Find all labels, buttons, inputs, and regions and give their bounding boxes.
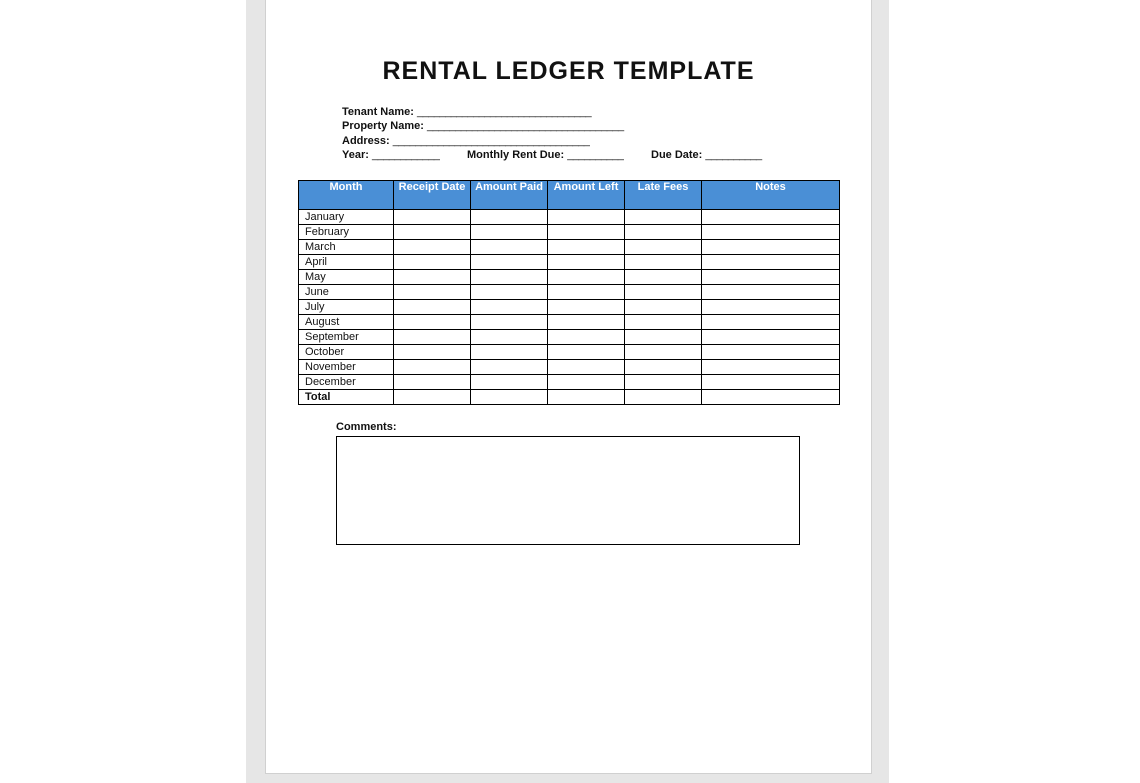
header-month: Month (299, 181, 394, 210)
table-row (299, 345, 840, 360)
month-cell: December (299, 375, 394, 390)
monthly-rent-due-label: Monthly Rent Due: (467, 149, 565, 161)
month-cell: March (299, 240, 394, 255)
notes-cell[interactable] (702, 345, 840, 360)
property-name-field (342, 120, 624, 132)
amount-left-cell[interactable] (548, 375, 625, 390)
month-cell: June (299, 285, 394, 300)
total-late-fees-cell[interactable] (625, 390, 702, 405)
amount-left-cell[interactable] (548, 345, 625, 360)
property-name-line: ___________________________________ (426, 120, 624, 132)
receipt-date-cell[interactable] (394, 285, 471, 300)
late-fees-cell[interactable] (625, 270, 702, 285)
table-row (299, 330, 840, 345)
table-row (299, 375, 840, 390)
page-title: RENTAL LEDGER TEMPLATE (382, 57, 755, 85)
table-row (299, 285, 840, 300)
amount-paid-cell[interactable] (471, 330, 548, 345)
total-receipt-date-cell[interactable] (394, 390, 471, 405)
late-fees-cell[interactable] (625, 285, 702, 300)
table-row (299, 225, 840, 240)
amount-left-cell[interactable] (548, 330, 625, 345)
due-date-line: __________ (705, 149, 762, 161)
header-amount-paid: Amount Paid (471, 181, 548, 210)
property-name-label: Property Name: (342, 120, 424, 132)
month-cell: February (299, 225, 394, 240)
header-late-fees: Late Fees (625, 181, 702, 210)
amount-paid-cell[interactable] (471, 240, 548, 255)
amount-left-cell[interactable] (548, 285, 625, 300)
header-notes: Notes (702, 181, 840, 210)
amount-paid-cell[interactable] (471, 345, 548, 360)
late-fees-cell[interactable] (625, 240, 702, 255)
amount-paid-cell[interactable] (471, 210, 548, 225)
receipt-date-cell[interactable] (394, 240, 471, 255)
ledger-header-row (299, 181, 840, 210)
receipt-date-cell[interactable] (394, 315, 471, 330)
late-fees-cell[interactable] (625, 255, 702, 270)
month-cell: April (299, 255, 394, 270)
amount-paid-cell[interactable] (471, 300, 548, 315)
month-cell: November (299, 360, 394, 375)
amount-left-cell[interactable] (548, 225, 625, 240)
document-page (265, 0, 872, 774)
late-fees-cell[interactable] (625, 300, 702, 315)
notes-cell[interactable] (702, 375, 840, 390)
table-row (299, 360, 840, 375)
amount-paid-cell[interactable] (471, 255, 548, 270)
notes-cell[interactable] (702, 285, 840, 300)
amount-paid-cell[interactable] (471, 270, 548, 285)
amount-paid-cell[interactable] (471, 285, 548, 300)
comments-box[interactable] (336, 436, 800, 545)
monthly-rent-due-line: __________ (567, 149, 624, 161)
late-fees-cell[interactable] (625, 360, 702, 375)
late-fees-cell[interactable] (625, 225, 702, 240)
amount-left-cell[interactable] (548, 315, 625, 330)
amount-left-cell[interactable] (548, 300, 625, 315)
notes-cell[interactable] (702, 240, 840, 255)
late-fees-cell[interactable] (625, 345, 702, 360)
table-row (299, 255, 840, 270)
table-row (299, 270, 840, 285)
month-cell: July (299, 300, 394, 315)
total-amount-left-cell[interactable] (548, 390, 625, 405)
late-fees-cell[interactable] (625, 210, 702, 225)
year-line: ____________ (371, 149, 440, 161)
receipt-date-cell[interactable] (394, 360, 471, 375)
header-amount-left: Amount Left (548, 181, 625, 210)
notes-cell[interactable] (702, 255, 840, 270)
late-fees-cell[interactable] (625, 330, 702, 345)
amount-left-cell[interactable] (548, 240, 625, 255)
comments-label: Comments: (336, 421, 397, 433)
address-line: ___________________________________ (392, 135, 590, 147)
amount-paid-cell[interactable] (471, 225, 548, 240)
receipt-date-cell[interactable] (394, 345, 471, 360)
notes-cell[interactable] (702, 360, 840, 375)
table-row (299, 315, 840, 330)
amount-left-cell[interactable] (548, 210, 625, 225)
amount-left-cell[interactable] (548, 270, 625, 285)
address-field (342, 135, 589, 147)
month-cell: August (299, 315, 394, 330)
tenant-name-line: _______________________________ (416, 106, 592, 118)
month-cell: September (299, 330, 394, 345)
month-cell: January (299, 210, 394, 225)
notes-cell[interactable] (702, 210, 840, 225)
receipt-date-cell[interactable] (394, 375, 471, 390)
year-label: Year: (342, 149, 369, 161)
amount-paid-cell[interactable] (471, 375, 548, 390)
receipt-date-cell[interactable] (394, 330, 471, 345)
amount-left-cell[interactable] (548, 255, 625, 270)
total-amount-paid-cell[interactable] (471, 390, 548, 405)
year-field (342, 149, 439, 161)
total-row (299, 390, 840, 405)
ledger-table (298, 180, 840, 405)
total-label: Total (299, 390, 394, 405)
notes-cell[interactable] (702, 330, 840, 345)
notes-cell[interactable] (702, 225, 840, 240)
receipt-date-cell[interactable] (394, 255, 471, 270)
month-cell: May (299, 270, 394, 285)
amount-paid-cell[interactable] (471, 315, 548, 330)
late-fees-cell[interactable] (625, 375, 702, 390)
address-label: Address: (342, 135, 390, 147)
due-date-label: Due Date: (651, 149, 703, 161)
receipt-date-cell[interactable] (394, 210, 471, 225)
amount-paid-cell[interactable] (471, 360, 548, 375)
month-cell: October (299, 345, 394, 360)
receipt-date-cell[interactable] (394, 225, 471, 240)
late-fees-cell[interactable] (625, 315, 702, 330)
tenant-name-label: Tenant Name: (342, 106, 414, 118)
tenant-name-field (342, 106, 591, 118)
notes-cell[interactable] (702, 270, 840, 285)
notes-cell[interactable] (702, 315, 840, 330)
amount-left-cell[interactable] (548, 360, 625, 375)
table-row (299, 300, 840, 315)
header-receipt-date: Receipt Date (394, 181, 471, 210)
receipt-date-cell[interactable] (394, 300, 471, 315)
receipt-date-cell[interactable] (394, 270, 471, 285)
monthly-rent-due-field (467, 149, 623, 161)
total-notes-cell[interactable] (702, 390, 840, 405)
notes-cell[interactable] (702, 300, 840, 315)
due-date-field (651, 149, 762, 161)
table-row (299, 210, 840, 225)
table-row (299, 240, 840, 255)
